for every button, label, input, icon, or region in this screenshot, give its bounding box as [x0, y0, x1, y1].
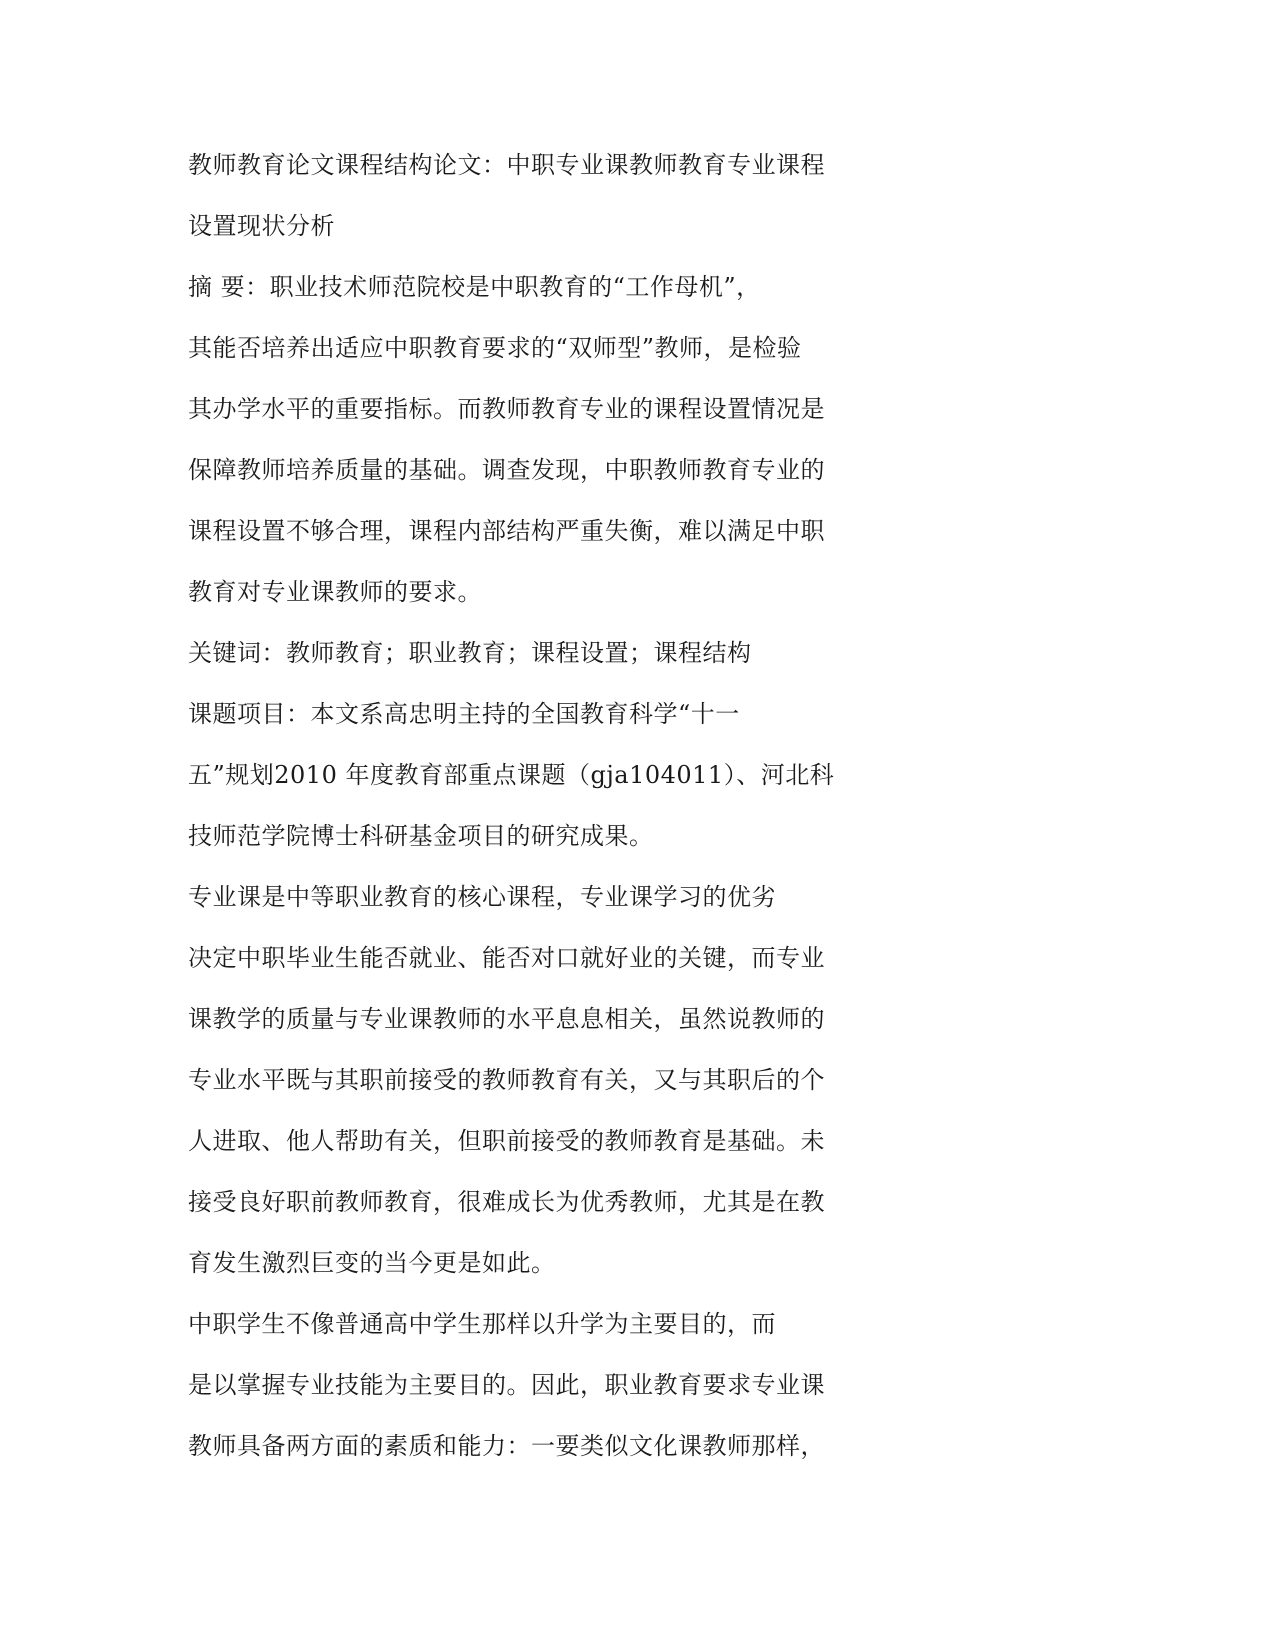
- abstract-line: 保障教师培养质量的基础。调查发现，中职教师教育专业的: [188, 456, 825, 484]
- body-line: 专业水平既与其职前接受的教师教育有关，又与其职后的个: [188, 1066, 825, 1094]
- body-line: 育发生激烈巨变的当今更是如此。: [188, 1249, 556, 1277]
- body-line: 中职学生不像普通高中学生那样以升学为主要目的，而: [188, 1310, 776, 1338]
- body-line: 是以掌握专业技能为主要目的。因此，职业教育要求专业课: [188, 1371, 825, 1399]
- project-line: 五”规划2010 年度教育部重点课题（gja104011）、河北科: [188, 761, 835, 789]
- abstract-line: 摘 要：职业技术师范院校是中职教育的“工作母机”，: [188, 273, 761, 301]
- project-line: 课题项目：本文系高忠明主持的全国教育科学“十一: [188, 700, 740, 728]
- abstract-line: 教育对专业课教师的要求。: [188, 578, 482, 606]
- abstract-line: 课程设置不够合理，课程内部结构严重失衡，难以满足中职: [188, 517, 825, 545]
- abstract-line: 其能否培养出适应中职教育要求的“双师型”教师，是检验: [188, 334, 802, 362]
- body-line: 人进取、他人帮助有关，但职前接受的教师教育是基础。未: [188, 1127, 825, 1155]
- body-line: 课教学的质量与专业课教师的水平息息相关，虽然说教师的: [188, 1005, 825, 1033]
- project-line: 技师范学院博士科研基金项目的研究成果。: [188, 822, 654, 850]
- document-body: [188, 143, 868, 1485]
- body-line: 接受良好职前教师教育，很难成长为优秀教师，尤其是在教: [188, 1188, 825, 1216]
- body-line: 专业课是中等职业教育的核心课程，专业课学习的优劣: [188, 883, 776, 911]
- body-line: 决定中职毕业生能否就业、能否对口就好业的关键，而专业: [188, 944, 825, 972]
- title-line-1: 教师教育论文课程结构论文：中职专业课教师教育专业课程: [188, 151, 825, 179]
- body-line: 教师具备两方面的素质和能力：一要类似文化课教师那样，: [188, 1432, 825, 1460]
- title-line-2: 设置现状分析: [188, 212, 335, 240]
- keywords-line: 关键词：教师教育；职业教育；课程设置；课程结构: [188, 639, 752, 667]
- abstract-line: 其办学水平的重要指标。而教师教育专业的课程设置情况是: [188, 395, 825, 423]
